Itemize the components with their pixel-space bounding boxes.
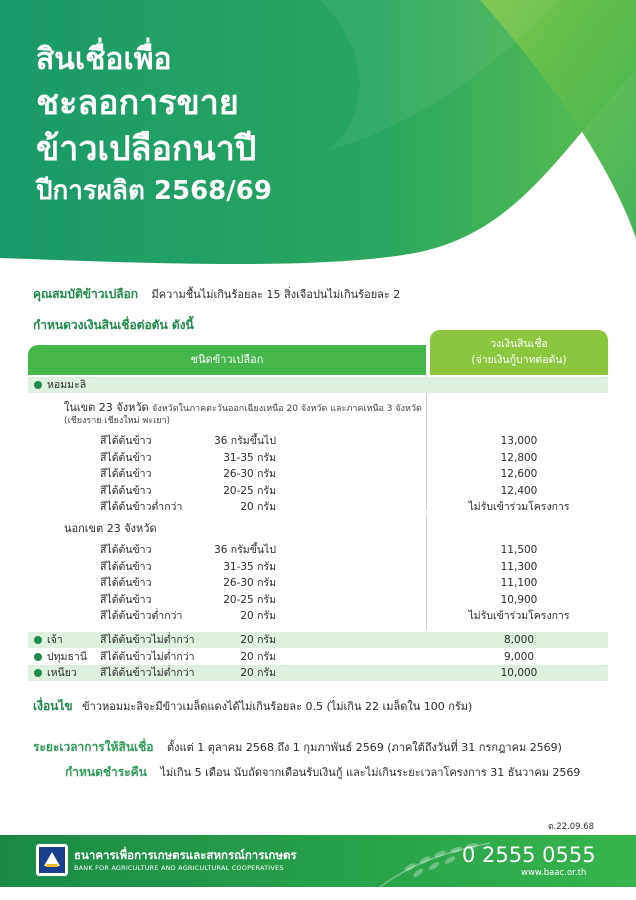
zone-in-note-row [28,415,608,427]
credit-heading: กำหนดวงเงินสินเชื่อต่อตัน ดังนี้ [33,318,194,332]
table-row [28,632,608,648]
table-row [28,649,608,665]
bullet-icon [34,381,42,389]
loan-period [33,738,562,757]
zone-in-note2: (เชียงราย เชียงใหม่ พะเยา) [64,416,171,426]
website-link[interactable]: www.baac.or.th [521,868,587,878]
milling-cell: สีได้ต้นข้าว [100,451,152,464]
footer [0,835,636,887]
milling-cell: สีได้ต้นข้าวไม่ต่ำกว่า [100,667,195,679]
bullet-icon [34,669,42,677]
loan-period-label: ระยะเวลาการให้สินเชื่อ [33,740,154,754]
table-row [28,575,608,591]
grams-cell: 36 กรัมขึ้นไป [214,435,276,447]
credit-cell: 8,000 [503,634,535,646]
table-row [28,483,608,499]
qualification [33,285,400,304]
hom-mali-label: หอมมะลิ [47,379,87,391]
zone-in-title-row [28,400,608,416]
phone-number[interactable]: 0 2555 0555 [462,843,596,867]
credit-cell: 11,500 [500,544,538,556]
credit-cell: 11,300 [500,560,538,573]
grams-cell: 20 กรัม [240,501,276,513]
rice-type-label: ปทุมธานี [47,650,87,663]
document-date: ต.22.09.68 [548,822,595,832]
milling-cell: สีได้ต้นข้าวไม่ต่ำกว่า [100,650,195,663]
table-row [28,542,608,558]
milling-cell: สีได้ต้นข้าว [100,484,152,497]
rice-type-cell [34,632,63,648]
grams-cell: 20-25 กรัม [223,484,276,497]
credit-cell: 12,800 [500,451,538,464]
table-row [28,499,608,515]
baac-logo-icon [36,844,68,876]
condition-label: เงื่อนไข [33,699,73,713]
grams-cell: 20 กรัม [240,610,276,622]
hero-title [36,40,272,210]
credit-cell: 10,900 [500,593,538,606]
credit-cell: 10,000 [500,667,538,679]
grams-cell: 20-25 กรัม [223,593,276,606]
milling-cell: สีได้ต้นข้าว [100,577,152,589]
bank-name-thai: ธนาคารเพื่อการเกษตรและสหกรณ์การเกษตร [74,848,297,862]
zone-in-note: จังหวัดในภาคตะวันออกเฉียงเหนือ 20 จังหวัด และภาคเหนือ 3 จังหวัด [152,404,422,414]
credit-cell: ไม่รับเข้าร่วมโครงการ [468,610,570,622]
bullet-icon [34,653,42,661]
repayment [65,763,580,782]
condition-text: ข้าวหอมมะลิจะมีข้าวเมล็ดแดงได้ไม่เกินร้อยละ 0.5 (ไม่เกิน 22 เมล็ดใน 100 กรัม) [82,700,473,713]
milling-cell: สีได้ต้นข้าว [100,435,152,447]
grams-cell: 31-35 กรัม [223,560,276,573]
grams-cell: 26-30 กรัม [223,468,276,480]
header-credit-line1: วงเงินสินเชื่อ [490,338,548,350]
credit-cell: 9,000 [503,650,535,663]
milling-cell: สีได้ต้นข้าวไม่ต่ำกว่า [100,634,195,646]
milling-cell: สีได้ต้นข้าวต่ำกว่า [100,501,183,513]
qualification-label: คุณสมบัติข้าวเปลือก [33,287,139,301]
hero-title-line1: สินเชื่อเพื่อ [36,42,172,77]
table-row [28,665,608,681]
credit-cell: 12,400 [500,484,538,497]
zone-out-title-row [28,521,608,537]
credit-cell: 12,600 [500,468,538,480]
table-row [28,592,608,608]
grams-cell: 36 กรัมขึ้นไป [214,544,276,556]
table-row [28,466,608,482]
table-row [28,433,608,449]
header-credit [430,330,608,375]
hom-mali-row [28,377,608,393]
hero-title-line4: ปีการผลิต 2568/69 [36,176,272,206]
grams-cell: 20 กรัม [240,667,276,679]
rice-type-cell [34,665,77,681]
rice-type-label: เจ้า [47,634,63,646]
grams-cell: 20 กรัม [240,650,276,663]
rice-type-label: เหนียว [47,667,77,679]
credit-cell: 13,000 [500,435,538,447]
table-row [28,559,608,575]
milling-cell: สีได้ต้นข้าว [100,544,152,556]
milling-cell: สีได้ต้นข้าว [100,468,152,480]
credit-cell: 11,100 [500,577,538,589]
bullet-icon [34,636,42,644]
qualification-text: มีความชื้นไม่เกินร้อยละ 15 สิ่งเจือปนไม่เกินร้อยละ 2 [151,288,401,301]
rice-type-cell [34,649,87,665]
header-rice-type: ชนิดข้าวเปลือก [28,345,426,375]
credit-cell: ไม่รับเข้าร่วมโครงการ [468,501,570,513]
table-row [28,450,608,466]
table-row [28,608,608,624]
milling-cell: สีได้ต้นข้าว [100,593,152,606]
grams-cell: 26-30 กรัม [223,577,276,589]
header-credit-line2: (จ่ายเงินกู้บาทต่อตัน) [471,354,567,366]
bank-name-english: BANK FOR AGRICULTURE AND AGRICULTURAL COOPERATIVES [74,864,284,872]
zone-out-title: นอกเขต 23 จังหวัด [64,522,157,535]
milling-cell: สีได้ต้นข้าว [100,560,152,573]
repayment-label: กำหนดชำระคืน [65,765,147,779]
zone-in-title: ในเขต 23 จังหวัด [64,401,149,414]
hero-banner [0,0,636,270]
hero-title-line3: ข้าวเปลือกนาปี [36,129,257,169]
grams-cell: 31-35 กรัม [223,451,276,464]
repayment-text: ไม่เกิน 5 เดือน นับถัดจากเดือนรับเงินกู้ และไม่เกินระยะเวลาโครงการ 31 ธันวาคม 2569 [160,766,581,779]
milling-cell: สีได้ต้นข้าวต่ำกว่า [100,610,183,622]
grams-cell: 20 กรัม [240,634,276,646]
hero-title-line2: ชะลอการขาย [36,83,239,123]
condition [33,697,472,716]
loan-period-text: ตั้งแต่ 1 ตุลาคม 2568 ถึง 1 กุมภาพันธ์ 2569 (ภาคใต้ถึงวันที่ 31 กรกฎาคม 2569) [167,741,562,754]
